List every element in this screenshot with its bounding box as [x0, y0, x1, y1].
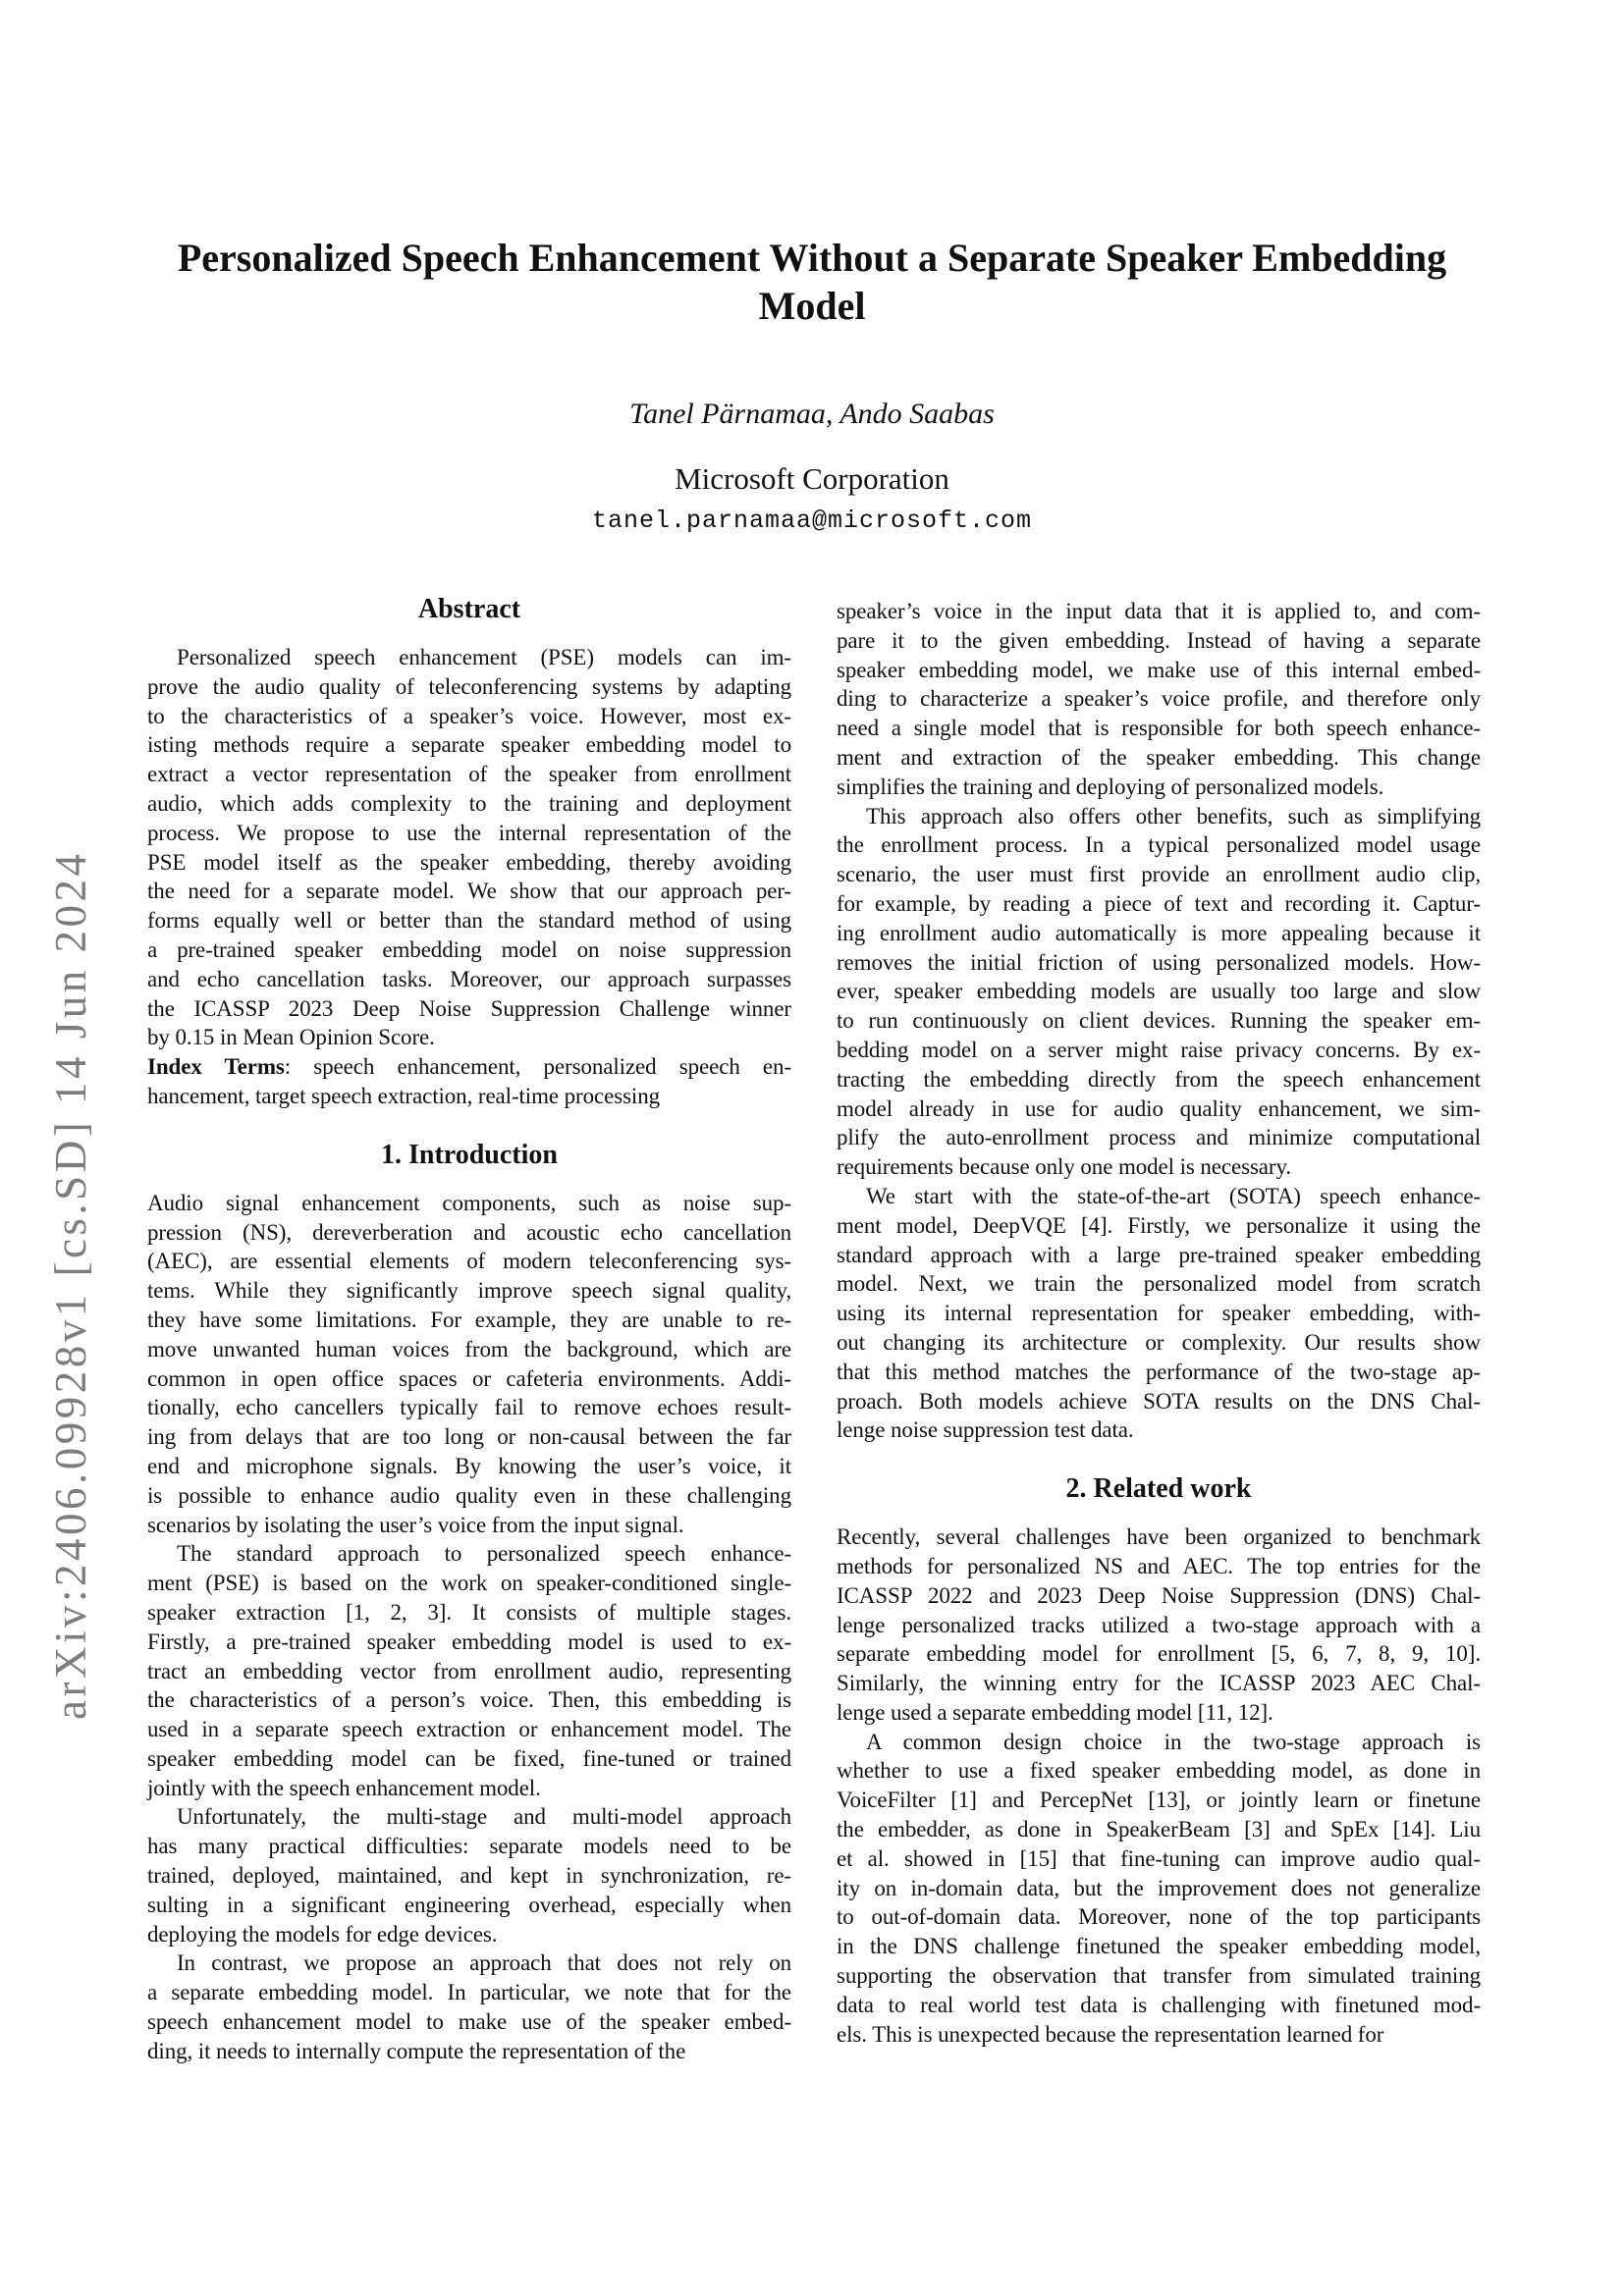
text-line: speaker embedding model, we make use of this internal embed- [837, 657, 1481, 682]
paper-authors: Tanel Pärnamaa, Ando Saabas [629, 398, 995, 430]
text-line: ding to characterize a speaker’s voice profile, and therefore only [837, 686, 1481, 712]
text-line: in the DNS challenge finetuned the speaker embedding model, [837, 1934, 1481, 1959]
text-line: speaker embedding model can be fixed, fine-tuned or trained [147, 1745, 791, 1771]
text-line: extract a vector representation of the speaker from enrollment [147, 762, 791, 787]
text-line: out changing its architecture or complexity. Our results show [837, 1329, 1481, 1355]
text-line: a separate embedding model. In particular, we note that for the [147, 1980, 791, 2005]
text-line: the enrollment process. In a typical personalized model usage [837, 832, 1481, 858]
text-line: forms equally well or better than the standard method of using [147, 908, 791, 934]
right-column [837, 597, 1481, 2049]
section-heading: Abstract [417, 594, 521, 624]
text-line: lenge noise suppression test data. [837, 1417, 1134, 1443]
text-line: using its internal representation for speaker embedding, with- [837, 1301, 1481, 1326]
text-line: the ICASSP 2023 Deep Noise Suppression Challenge winner [147, 995, 791, 1021]
text-line: data to real world test data is challenging with finetuned mod- [837, 1992, 1481, 2017]
text-line: proach. Both models achieve SOTA results on the DNS Chal- [837, 1388, 1481, 1414]
paper-affiliation: Microsoft Corporation [675, 461, 949, 496]
text-line: to run continuously on client devices. Running the speaker em- [837, 1008, 1481, 1034]
text-line: they have some limitations. For example, they are unable to re- [147, 1307, 791, 1332]
text-line: Similarly, the winning entry for the ICASSP 2023 AEC Chal- [837, 1671, 1481, 1696]
text-line: model. Next, we train the personalized model from scratch [837, 1271, 1481, 1297]
text-line: speaker’s voice in the input data that it is applied to, and com- [837, 599, 1481, 623]
text-line: need a single model that is responsible for both speech enhance- [837, 716, 1481, 741]
text-line: ever, speaker embedding models are usually too large and slow [837, 979, 1481, 1004]
section-heading: 1. Introduction [381, 1139, 558, 1170]
text-line: process. We propose to use the internal representation of the [147, 820, 791, 845]
text-line: A common design choice in the two-stage approach is [866, 1729, 1481, 1754]
text-line: et al. showed in [15] that fine-tuning can improve audio qual- [837, 1845, 1481, 1871]
text-line: to out-of-domain data. Moreover, none of the top participants [837, 1904, 1481, 1930]
text-line: scenarios by isolating the user’s voice from the input signal. [147, 1512, 684, 1537]
section-heading: 2. Related work [1065, 1473, 1252, 1505]
text-line: supporting the observation that transfer from simulated training [837, 1963, 1481, 1989]
text-line: methods for personalized NS and AEC. The top entries for the [837, 1553, 1481, 1578]
text-line: ICASSP 2022 and 2023 Deep Noise Suppression (DNS) Chal- [837, 1582, 1481, 1608]
text-line: jointly with the speech enhancement model. [147, 1775, 541, 1800]
text-line: by 0.15 in Mean Opinion Score. [147, 1025, 435, 1050]
text-line: that this method matches the performance of the two-stage ap- [837, 1359, 1481, 1384]
left-column [147, 593, 791, 2066]
text-line: VoiceFilter [1] and PercepNet [13], or jointly learn or finetune [837, 1788, 1481, 1813]
text-line: model already in use for audio quality enhancement, we sim- [837, 1095, 1481, 1121]
text-line: move unwanted human voices from the background, which are [147, 1336, 791, 1362]
paper-title-line-2: Model [758, 284, 866, 328]
text-line: deploying the models for edge devices. [147, 1921, 498, 1947]
text-line: scenario, the user must first provide an enrollment audio clip, [837, 862, 1481, 887]
text-line: PSE model itself as the speaker embedding, thereby avoiding [147, 849, 791, 875]
text-line: Recently, several challenges have been organized to benchmark [837, 1524, 1481, 1550]
text-line: tionally, echo cancellers typically fail to remove echoes result- [147, 1395, 791, 1420]
text-line: trained, deployed, maintained, and kept in synchronization, re- [147, 1863, 791, 1889]
text-line: speech enhancement model to make use of the speaker embed- [147, 2009, 791, 2035]
text-line: whether to use a fixed speaker embedding model, as done in [837, 1758, 1481, 1784]
text-line: common in open office spaces or cafeteria environments. Addi- [147, 1365, 791, 1391]
text-line: We start with the state-of-the-art (SOTA) speech enhance- [866, 1183, 1481, 1208]
text-line: audio, which adds complexity to the training and deployment [147, 790, 791, 816]
text-line: ment (PSE) is based on the work on speaker-conditioned single- [147, 1571, 791, 1596]
text-line: has many practical difficulties: separate models need to be [147, 1834, 791, 1859]
arxiv-watermark: arXiv:2406.09928v1 [cs.SD] 14 Jun 2024 [46, 850, 95, 1720]
text-line: In contrast, we propose an approach that does not rely on [177, 1950, 791, 1976]
text-line: for example, by reading a piece of text and recording it. Captur- [837, 890, 1481, 916]
text-line: simplifies the training and deploying of personalized models. [837, 774, 1384, 799]
text-line: Index Terms: speech enhancement, personalized speech en- [147, 1054, 792, 1080]
text-line: separate embedding model for enrollment [5, 6, 7, 8, 9, 10]. [837, 1641, 1481, 1667]
text-line: ding, it needs to internally compute the representation of the [147, 2038, 686, 2063]
paper-email: tanel.parnamaa@microsoft.com [591, 507, 1033, 535]
paper-title [137, 234, 1487, 330]
text-line: removes the initial friction of using personalized models. How- [837, 949, 1481, 975]
text-line: pression (NS), dereverberation and acoustic echo cancellation [147, 1219, 791, 1245]
text-line: ment and extraction of the speaker embedding. This change [837, 744, 1481, 770]
text-line: to the characteristics of a speaker’s voice. However, most ex- [147, 703, 791, 728]
text-line: ing enrollment audio automatically is more appealing because it [837, 920, 1481, 945]
text-line: Firstly, a pre-trained speaker embedding model is used to ex- [147, 1629, 791, 1654]
text-line: is possible to enhance audio quality even in these challenging [147, 1482, 791, 1508]
text-line: standard approach with a large pre-trained speaker embedding [837, 1242, 1481, 1267]
text-line: This approach also offers other benefits, such as simplifying [866, 803, 1481, 828]
text-line: ing from delays that are too long or non-causal between the far [147, 1424, 791, 1450]
text-line: tracting the embedding directly from the speech enhancement [837, 1066, 1481, 1092]
text-line: sulting in a significant engineering overhead, especially when [147, 1892, 791, 1917]
text-line: hancement, target speech extraction, real-time processing [147, 1083, 661, 1108]
text-line: lenge personalized tracks utilized a two-stage approach with a [837, 1612, 1481, 1637]
text-line: (AEC), are essential elements of modern teleconferencing sys- [147, 1249, 791, 1274]
text-line: pare it to the given embedding. Instead of having a separate [837, 627, 1481, 653]
text-line: prove the audio quality of teleconferencing systems by adapting [147, 673, 791, 699]
text-line: used in a separate speech extraction or enhancement model. The [147, 1717, 791, 1742]
text-line: a pre-trained speaker embedding model on noise suppression [147, 936, 791, 962]
text-line: Audio signal enhancement components, such as noise sup- [147, 1190, 791, 1215]
text-line: ment model, DeepVQE [4]. Firstly, we personalize it using the [837, 1212, 1481, 1238]
text-line: isting methods require a separate speaker embedding model to [147, 732, 791, 758]
text-line: The standard approach to personalized speech enhance- [177, 1541, 791, 1567]
text-line: Unfortunately, the multi-stage and multi-model approach [177, 1804, 791, 1830]
text-line: plify the auto-enrollment process and minimize computational [837, 1125, 1481, 1150]
text-line: bedding model on a server might raise privacy concerns. By ex- [837, 1037, 1481, 1062]
text-line: and echo cancellation tasks. Moreover, our approach surpasses [147, 966, 791, 991]
text-line: tract an embedding vector from enrollment audio, representing [147, 1658, 791, 1683]
text-line: the need for a separate model. We show that our approach per- [147, 879, 791, 904]
text-line: els. This is unexpected because the representation learned for [837, 2021, 1384, 2047]
text-line: speaker extraction [1, 2, 3]. It consists of multiple stages. [147, 1599, 791, 1625]
paper-title-line-1: Personalized Speech Enhancement Without a Separate Speaker Embedding [177, 236, 1447, 280]
text-line: Personalized speech enhancement (PSE) models can im- [177, 645, 791, 669]
text-line: ity on in-domain data, but the improvement does not generalize [837, 1875, 1481, 1900]
text-line: the characteristics of a person’s voice. Then, this embedding is [147, 1687, 791, 1713]
text-line: requirements because only one model is necessary. [837, 1154, 1292, 1180]
text-line: the embedder, as done in SpeakerBeam [3] and SpEx [14]. Liu [837, 1817, 1481, 1842]
text-line: lenge used a separate embedding model [11, 12]. [837, 1699, 1273, 1725]
text-line: end and microphone signals. By knowing the user’s voice, it [147, 1453, 791, 1478]
text-line: tems. While they significantly improve speech signal quality, [147, 1278, 791, 1304]
